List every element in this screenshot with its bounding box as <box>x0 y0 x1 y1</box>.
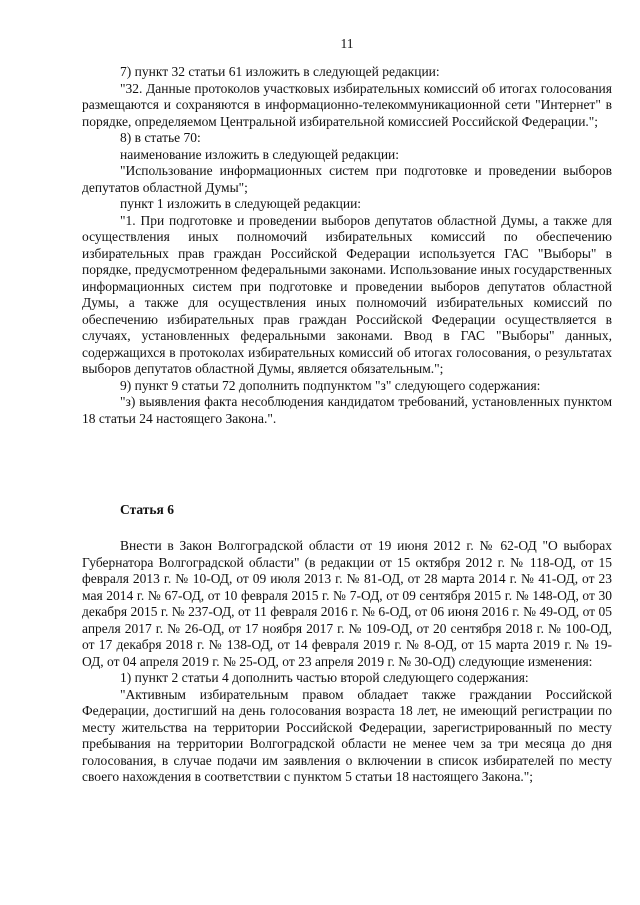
paragraph-point1-quote: "1. При подготовке и проведении выборов депутатов областной Думы, а также для осуществления иных полномочий избирательных комиссий по обеспечению избирательных прав граждан Российской Федерации используется ГАС "Выборы" в порядке, предусмотренном федеральными законами. Использование иных государственных информационных систем при подготовке и проведении выборов депутатов областной Думы, а также для осуществления иных полномочий избирательных комиссий по обеспечению избирательных прав граждан Российской Федерации осуществляется в случаях, установленных федеральными законами. Ввод в ГАС "Выборы" данных, содержащихся в протоколах избирательных комиссий об итогах голосования, о результатах выборов депутатов областной Думы, является обязательным."; <box>82 212 612 376</box>
paragraph-item-9: 9) пункт 9 статьи 72 дополнить подпунктом "з" следующего содержания: <box>120 377 541 393</box>
paragraph-item-7: 7) пункт 32 статьи 61 изложить в следующей редакции: <box>120 64 440 79</box>
amendment-section-2 <box>82 538 612 786</box>
paragraph-item-8: 8) в статье 70: <box>120 130 201 145</box>
paragraph-title-quote: "Использование информационных систем при подготовке и проведении выборов депутатов областной Думы"; <box>82 163 612 195</box>
paragraph-active-right-quote: "Активным избирательным правом обладает также граждании Российской Федерации, достигший на день голосования возраста 18 лет, не имеющий регистрации по месту жительства на территории Российской Федерации, зарегистрированный по месту пребывания на территории Волгоградской области не менее чем за три месяца до дня голосования, в случае подачи им заявления о включении в список избирателей по месту своего нахождения в соответствии с пунктом 5 статьи 18 настоящего Закона."; <box>82 686 612 784</box>
paragraph-quote-32: "32. Данные протоколов участковых избирательных комиссий об итогах голосования размещаются и сохраняются в информационно-телекоммуникационной сети "Интернет" в порядке, определяемом Центральной избирательной комиссией Российской Федерации."; <box>82 80 612 129</box>
page-number: 11 <box>340 36 354 51</box>
amendment-section-1 <box>82 64 612 427</box>
paragraph-subpoint-z: "з) выявления факта несоблюдения кандидатом требований, установленных пунктом 18 статьи 24 настоящего Закона.". <box>82 394 612 426</box>
paragraph-point1-instruction: пункт 1 изложить в следующей редакции: <box>120 196 362 211</box>
article-6-heading-block <box>82 502 612 519</box>
paragraph-law-amendments: Внести в Закон Волгоградской области от 19 июня 2012 г. № 62-ОД "О выборах Губернатора Волгоградской области" (в редакции от 15 октября 2012 г. № 118-ОД, от 15 февраля 2013 г. № 10-ОД, от 09 июля 2013 г. № 81-ОД, от 28 марта 2014 г. № 41-ОД, от 23 мая 2014 г. № 67-ОД, от 10 февраля 2015 г. № 7-ОД, от 09 сентября 2015 г. № 148-ОД, от 30 декабря 2015 г. № 237-ОД, от 11 февраля 2016 г. № 6-ОД, от 06 июня 2016 г. № 49-ОД, от 05 апреля 2017 г. № 26-ОД, от 17 ноября 2017 г. № 109-ОД, от 20 сентября 2018 г. № 100-ОД, от 17 декабря 2018 г. № 138-ОД, от 14 февраля 2019 г. № 8-ОД, от 15 марта 2019 г. № 19-ОД, от 04 апреля 2019 г. № 25-ОД, от 23 апреля 2019 г. № 30-ОД) следующие изменения: <box>82 538 612 669</box>
article-heading: Статья 6 <box>120 502 174 517</box>
paragraph-title-instruction: наименование изложить в следующей редакции: <box>120 146 400 162</box>
paragraph-item-1: 1) пункт 2 статьи 4 дополнить частью второй следующего содержания: <box>120 670 529 685</box>
